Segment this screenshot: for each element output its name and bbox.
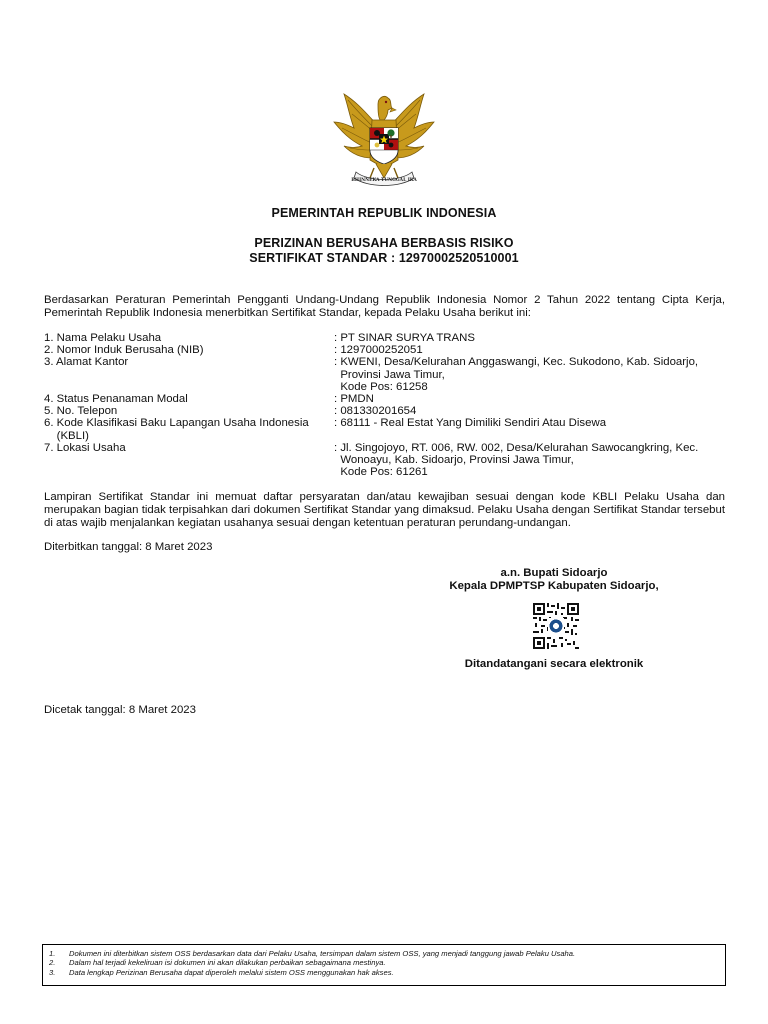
footnote-text: Data lengkap Perizinan Berusaha dapat diperoleh melalui sistem OSS menggunakan hak akses. (69, 967, 394, 977)
footnote (49, 958, 719, 967)
field-row-kbli (44, 417, 734, 441)
field-value: : 081330201654 (334, 405, 417, 418)
signatory-line-2: Kepala DPMPTSP Kabupaten Sidoarjo, (449, 580, 659, 592)
intro-paragraph: Berdasarkan Peraturan Pemerintah Pengganti Undang-Undang Republik Indonesia Nomor 2 Tahun 2022 tentang Cipta Kerja, Pemerintah Republik Indonesia menerbitkan Sertifikat Standar, kepada Pelaku Usaha berikut ini: (44, 294, 725, 319)
footnote-number: 3. (49, 967, 56, 977)
business-details (44, 332, 734, 478)
signatory-line-1: a.n. Bupati Sidoarjo (500, 567, 608, 579)
footnote-number: 1. (49, 949, 56, 958)
field-value: : PT SINAR SURYA TRANS (334, 332, 475, 344)
footnote (49, 949, 719, 958)
field-row-nib (44, 344, 734, 356)
field-value: : 1297000252051 (334, 344, 423, 357)
field-label: 5. No. Telepon (44, 405, 118, 418)
field-row-name (44, 332, 734, 344)
field-label: 2. Nomor Induk Berusaha (NIB) (44, 344, 204, 357)
field-value: : 68111 - Real Estat Yang Dimiliki Sendiri Atau Disewa (334, 417, 607, 430)
field-row-investment-status (44, 393, 734, 405)
field-value: : Jl. Singojoyo, RT. 006, RW. 002, Desa/Kelurahan Sawocangkring, Kec. Wonoayu, Kab. Sidoarjo, Provinsi Jawa Timur, Kode Pos: 61261 (334, 441, 699, 479)
field-value: : PMDN (334, 393, 374, 406)
field-label: 4. Status Penanaman Modal (44, 393, 188, 406)
printed-date: Dicetak tanggal: 8 Maret 2023 (44, 704, 196, 716)
field-label: 7. Lokasi Usaha (44, 441, 126, 454)
field-label: 3. Alamat Kantor (44, 356, 129, 369)
footnote (49, 968, 719, 977)
field-row-office-address (44, 356, 734, 393)
qr-code (533, 603, 579, 649)
document-title: PERIZINAN BERUSAHA BERBASIS RISIKO (254, 236, 514, 250)
field-label: 1. Nama Pelaku Usaha (44, 332, 162, 344)
footnote-number: 2. (49, 958, 56, 968)
electronic-signature-note: Ditandatangani secara elektronik (464, 658, 644, 670)
attachment-paragraph: Lampiran Sertifikat Standar ini memuat daftar persyaratan dan/atau kewajiban sesuai dengan kode KBLI Pelaku Usaha dan merupakan bagian tidak terpisahkan dari dokumen Sertifikat Standar yang dimaksud. Pelaku Usaha dengan Sertifikat Standar tersebut di atas wajib menjalankan kegiatan usahanya sesuai dengan ketentuan peraturan perundang-undangan. (44, 491, 725, 529)
emblem-motto: BHINNEKA TUNGGAL IKA (351, 178, 417, 183)
field-label: 6. Kode Klasifikasi Baku Lapangan Usaha Indonesia (KBLI) (44, 417, 309, 442)
footnote-text: Dalam hal terjadi kekeliruan isi dokumen ini akan dilakukan perbaikan sebagaimana mestinya. (69, 958, 386, 968)
footnote-text: Dokumen ini diterbitkan sistem OSS berdasarkan data dari Pelaku Usaha, tersimpan dalam sistem OSS, yang menjadi tanggung jawab Pelaku Usaha. (69, 949, 576, 958)
government-title: PEMERINTAH REPUBLIK INDONESIA (271, 206, 497, 220)
issued-date: Diterbitkan tanggal: 8 Maret 2023 (44, 541, 213, 553)
footnotes-box (42, 944, 726, 986)
field-row-business-location (44, 442, 734, 479)
field-row-phone (44, 405, 734, 417)
certificate-number: SERTIFIKAT STANDAR : 12970002520510001 (249, 251, 519, 265)
garuda-emblem (332, 88, 436, 192)
field-value: : KWENI, Desa/Kelurahan Anggaswangi, Kec. Sukodono, Kab. Sidoarjo, Provinsi Jawa Timur, Kode Pos: 61258 (334, 356, 699, 393)
